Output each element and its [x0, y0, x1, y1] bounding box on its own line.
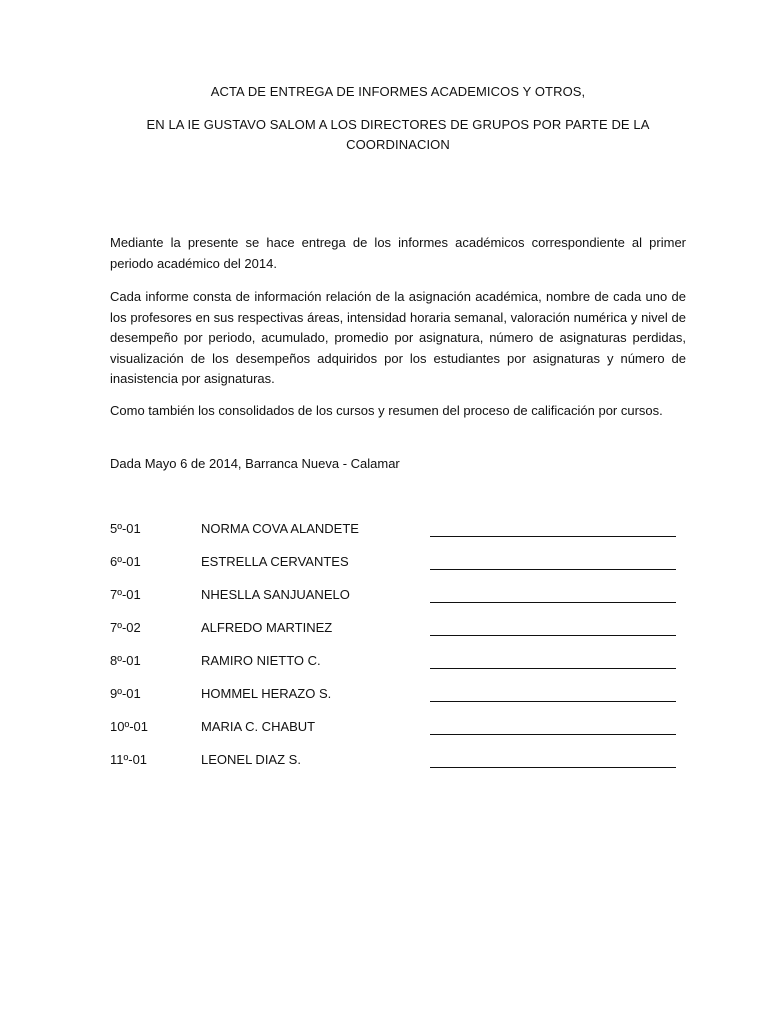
roster-row — [110, 750, 686, 783]
roster-grade: 11º-01 — [110, 752, 148, 767]
signature-line — [430, 767, 676, 768]
roster-teacher-name: NHESLLA SANJUANELO — [201, 587, 350, 602]
roster-grade: 10º-01 — [110, 719, 148, 734]
roster-teacher-name: MARIA C. CHABUT — [201, 719, 316, 734]
roster-teacher-name: LEONEL DIAZ S. — [201, 752, 301, 767]
signature-line — [430, 701, 676, 702]
roster-row — [110, 717, 686, 750]
roster-row — [110, 684, 686, 717]
roster-grade: 8º-01 — [110, 653, 141, 668]
document-title: ACTA DE ENTREGA DE INFORMES ACADEMICOS Y OTROS, — [210, 84, 586, 99]
date-line: Dada Mayo 6 de 2014, Barranca Nueva - Calamar — [110, 456, 400, 471]
roster-row — [110, 519, 686, 552]
report-contents-paragraph: Cada informe consta de información relación de la asignación académica, nombre de cada uno de los profesores en sus respectivas áreas, intensidad horaria semanal, valoración numérica y nivel de desempeño por periodo, acumulado, promedio por asignatura, número de asignaturas perdidas, visualización de los desempeños adquiridos por los estudiantes por asignaturas y número de inasistencia por asignaturas. — [110, 289, 686, 386]
roster-teacher-name: ALFREDO MARTINEZ — [201, 620, 333, 635]
roster-grade: 7º-02 — [110, 620, 141, 635]
roster-teacher-name: ESTRELLA CERVANTES — [201, 554, 349, 569]
roster-grade: 7º-01 — [110, 587, 141, 602]
signature-line — [430, 734, 676, 735]
roster-grade: 9º-01 — [110, 686, 141, 701]
signature-line — [430, 536, 676, 537]
roster-row — [110, 585, 686, 618]
roster-teacher-name: NORMA COVA ALANDETE — [201, 521, 359, 536]
roster-teacher-name: RAMIRO NIETTO C. — [201, 653, 321, 668]
signature-line — [430, 569, 676, 570]
roster-row — [110, 552, 686, 585]
roster-row — [110, 618, 686, 651]
consolidated-paragraph: Como también los consolidados de los cursos y resumen del proceso de calificación por cursos. — [110, 403, 663, 418]
signature-roster — [110, 519, 686, 783]
signature-line — [430, 668, 676, 669]
signature-line — [430, 602, 676, 603]
roster-grade: 5º-01 — [110, 521, 141, 536]
roster-grade: 6º-01 — [110, 554, 141, 569]
document-subtitle: EN LA IE GUSTAVO SALOM A LOS DIRECTORES DE GRUPOS POR PARTE DE LA COORDINACION — [146, 117, 650, 152]
roster-teacher-name: HOMMEL HERAZO S. — [201, 686, 332, 701]
signature-line — [430, 635, 676, 636]
roster-row — [110, 651, 686, 684]
intro-paragraph: Mediante la presente se hace entrega de los informes académicos correspondiente al primer periodo académico del 2014. — [110, 235, 686, 271]
